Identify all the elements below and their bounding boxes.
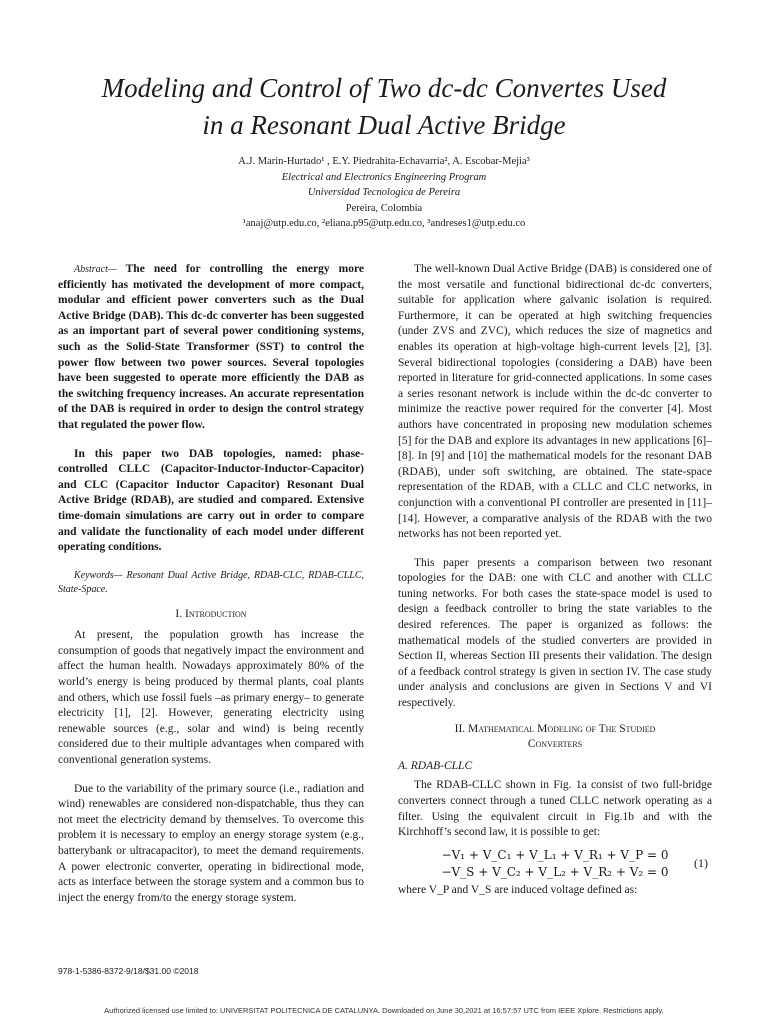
author-block [100, 154, 668, 232]
equation-1-number: (1) [694, 855, 708, 870]
abstract-paragraph-2: In this paper two DAB topologies, named: phase-controlled CLLC (Capacitor-Inductor-Inductor-Capacitor) and CLC (Capacitor Inductor Capacitor) Resonant Dual Active Bridge (RDAB), are studied and compared. Extensive time-domain simulations are carry out in order to compare and validate the functionality of each model under different operating conditions. [58, 447, 364, 554]
section-heading-modeling [398, 722, 712, 753]
left-column [58, 262, 364, 906]
right-column [398, 262, 712, 898]
affiliation-university: Universidad Tecnologica de Pereira [307, 187, 461, 198]
organization-paragraph: This paper presents a comparison between two resonant topologies for the DAB: one with CLC and another with CLLC tuning networks. For both cases the state-space model is used to design a feedback controller to bring the state variables to the desired references. The paper is organized as follows: the mathematical models of the studied converters are provided in Section II, whereas Section III presents their validation. The design of a feedback control strategy is given in section IV. The case study under analysis and conclusions are given in Sections V and VI respectively. [398, 556, 712, 710]
author-names: A.J. Marin-Hurtado¹ , E.Y. Piedrahita-Echavarria², A. Escobar-Mejia³ [238, 156, 530, 167]
equation-1-line-2: −V_S + V_C₂ + V_L₂ + V_R₂ + V₂ = 0 [441, 864, 669, 879]
abstract-paragraph-1 [58, 262, 364, 434]
license-notice: Authorized licensed use limited to: UNIVERSITAT POLITECNICA DE CATALUNYA. Downloaded on June 30,2021 at 16:57:57 UTC from IEEE Xplore. Restrictions apply. [104, 1006, 664, 1015]
affiliation-program: Electrical and Electronics Engineering Program [281, 171, 487, 183]
author-emails: ¹anaj@utp.edu.co, ²eliana.p95@utp.edu.co, ³andreses1@utp.edu.co [242, 218, 526, 229]
isbn-footer: 978-1-5386-8372-9/18/$31.00 ©2018 [58, 966, 199, 976]
section-heading-introduction: I. Introduction [175, 607, 247, 620]
paper-title [20, 70, 748, 144]
section-heading-line-2: Converters [527, 738, 583, 751]
induced-voltage-sentence: where V_P and V_S are induced voltage defined as: [398, 883, 638, 896]
keywords: Keywords— Resonant Dual Active Bridge, RDAB-CLC, RDAB-CLLC, State-Space. [58, 569, 364, 595]
intro-paragraph-1: At present, the population growth has increase the consumption of goods that negatively impact the environment and affect the human health. Nowadays approximately 80% of the world’s energy is being produced by thermal plants, coal plants and others, which use fossil fuels –as primary energy– to generate electricity [1], [2]. However, generating electricity using renewable sources (e.g., solar and wind) is being recently considered due to their multiple advantages when compared with conventional generation systems. [58, 629, 364, 767]
intro-paragraph-2: Due to the variability of the primary source (i.e., radiation and wind) renewables are considered non-dispatchable, thus they can not meet the electricity demand by themselves. To overcome this problem it is necessary to employ an energy storage system (e.g., batterybank or ultracapacitor), to meet the demand requirements. A power electronic converter, operating in bidirectional mode, acts as interface between the storage system and a common bus to inject the energy from/to the energy storage system. [58, 782, 364, 904]
affiliation-location: Pereira, Colombia [345, 202, 423, 214]
equation-1 [398, 847, 712, 881]
title-line-2: in a Resonant Dual Active Bridge [202, 110, 566, 140]
title-line-1: Modeling and Control of Two dc-dc Convertes Used [101, 73, 667, 103]
subsection-heading-rdab-cllc: A. RDAB-CLLC [398, 759, 473, 772]
section-heading-line-1: II. Mathematical Modeling of The Studied [454, 722, 656, 735]
equation-1-line-1: −V₁ + V_C₁ + V_L₁ + V_R₁ + V_P = 0 [441, 847, 669, 862]
abstract-label: Abstract— [74, 264, 117, 275]
rdab-cllc-paragraph: The RDAB-CLLC shown in Fig. 1a consist of two full-bridge converters connect through a tuned CLLC network operating as a filter. Using the equivalent circuit in Fig.1b and with the Kirchhoff’s second law, it is possible to get: [398, 779, 712, 839]
abstract-text-1: The need for controlling the energy more efficiently has motivated the development of more compact, modular and efficient power converters such as the Dual Active Bridge (DAB). This dc-dc converter has been suggested as an important part of several power conditioning systems, such as the Solid-State Transformer (SST) to control the power flow between two power sources. Several topologies have been suggested to operate more efficiently the DAB as the switching frequency increases. An accurate representation of the DAB is required in order to design the control strategy that regulated the power flow. [58, 263, 364, 431]
dab-paragraph: The well-known Dual Active Bridge (DAB) is considered one of the most versatile and functional bidirectional dc-dc converters, suitable for application where galvanic isolation is required. Furthermore, it can be operated at high switching frequencies (under ZVS and ZVC), which reduces the size of magnetics and enables its operation at high-voltage high-current levels [2], [3]. Several bidirectional topologies (considering a DAB) have been reported in literature for grid-connected applications. In some cases a series resonant network is include within the dc-dc converter to minimize the reactive power required for the converter [4]. Most authors have concentrated in proposing new modulation schemes [5] for the DAB and explore its advantages in new applications [6]–[8]. In [9] and [10] the mathematical models for the resonant DAB (RDAB), under soft switching, are obtained. The state-space representation of the RDAB, with a CLLC and CLC networks, in conjunction with a conventional PI controller are presented in [11]–[14]. However, a comparative analysis of the RDAB with the two networks has not been reported yet. [398, 263, 712, 541]
